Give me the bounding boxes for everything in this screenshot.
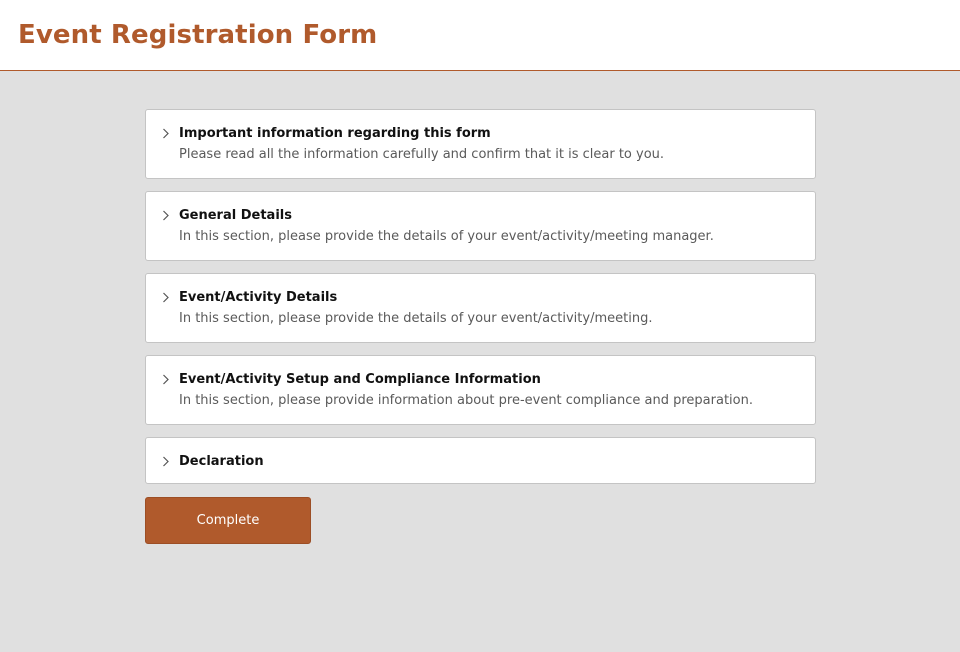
section-description: Please read all the information carefully and confirm that it is clear to you.	[179, 147, 665, 162]
chevron-right-icon	[162, 288, 179, 306]
section-title: Event/Activity Details	[179, 289, 338, 305]
section-description: In this section, please provide information about pre-event compliance and preparation.	[179, 393, 753, 408]
section-declaration[interactable]	[145, 437, 816, 484]
section-description: In this section, please provide the details of your event/activity/meeting.	[179, 311, 653, 326]
section-title: General Details	[179, 207, 292, 223]
section-description: In this section, please provide the details of your event/activity/meeting manager.	[179, 229, 714, 244]
section-general-details[interactable]	[145, 191, 816, 261]
page-header	[0, 0, 960, 71]
form-sections	[145, 71, 816, 544]
page-title: Event Registration Form	[18, 20, 378, 50]
chevron-right-icon	[162, 452, 179, 470]
chevron-right-icon	[162, 206, 179, 224]
section-title: Declaration	[179, 453, 264, 469]
section-important-information[interactable]	[145, 109, 816, 179]
section-title: Important information regarding this form	[179, 125, 491, 141]
section-setup-compliance[interactable]	[145, 355, 816, 425]
section-title: Event/Activity Setup and Compliance Information	[179, 371, 541, 387]
chevron-right-icon	[162, 370, 179, 388]
section-event-activity-details[interactable]	[145, 273, 816, 343]
complete-button[interactable]: Complete	[145, 497, 311, 544]
chevron-right-icon	[162, 124, 179, 142]
